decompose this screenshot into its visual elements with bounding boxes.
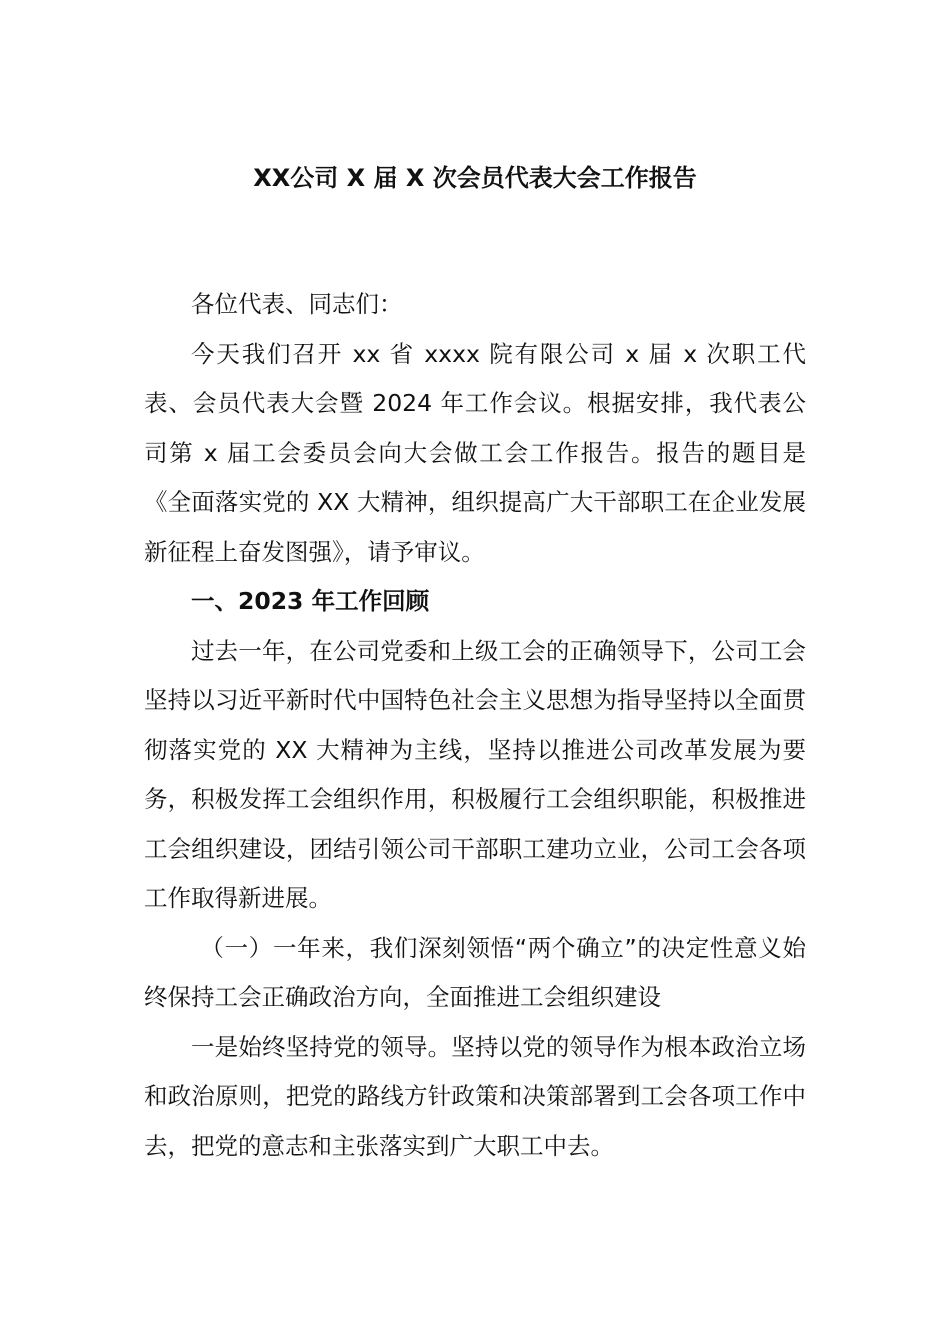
- salutation: 各位代表、同志们：: [191, 290, 403, 318]
- document-title: XX公司 X 届 X 次会员代表大会工作报告: [253, 164, 697, 192]
- document-body: [144, 280, 806, 1171]
- subsection-heading-1: （一）一年来，我们深刻领悟“两个确立”的决定性意义始终保持工会正确政治方向，全面推进工会组织建设: [144, 933, 806, 1011]
- section-1-paragraph-1: 过去一年，在公司党委和上级工会的正确领导下，公司工会坚持以习近平新时代中国特色社会主义思想为指导坚持以全面贯彻落实党的 XX 大精神为主线，坚持以推进公司改革发展为要务，积极发挥工会组织作用，积极履行工会组织职能，积极推进工会组织建设，团结引领公司干部职工建功立业，公司工会各项工作取得新进展。: [144, 636, 806, 912]
- subsection-1-paragraph-1: 一是始终坚持党的领导。坚持以党的领导作为根本政治立场和政治原则，把党的路线方针政策和决策部署到工会各项工作中去，把党的意志和主张落实到广大职工中去。: [144, 1032, 806, 1160]
- intro-paragraph: 今天我们召开 xx 省 xxxx 院有限公司 x 届 x 次职工代表、会员代表大会暨 2024 年工作会议。根据安排，我代表公司第 x 届工会委员会向大会做工会工作报告。报告的题目是《全面落实党的 XX 大精神，组织提高广大干部职工在企业发展新征程上奋发图强》，请予审议。: [144, 339, 806, 566]
- section-heading-1: 一、2023 年工作回顾: [191, 587, 430, 615]
